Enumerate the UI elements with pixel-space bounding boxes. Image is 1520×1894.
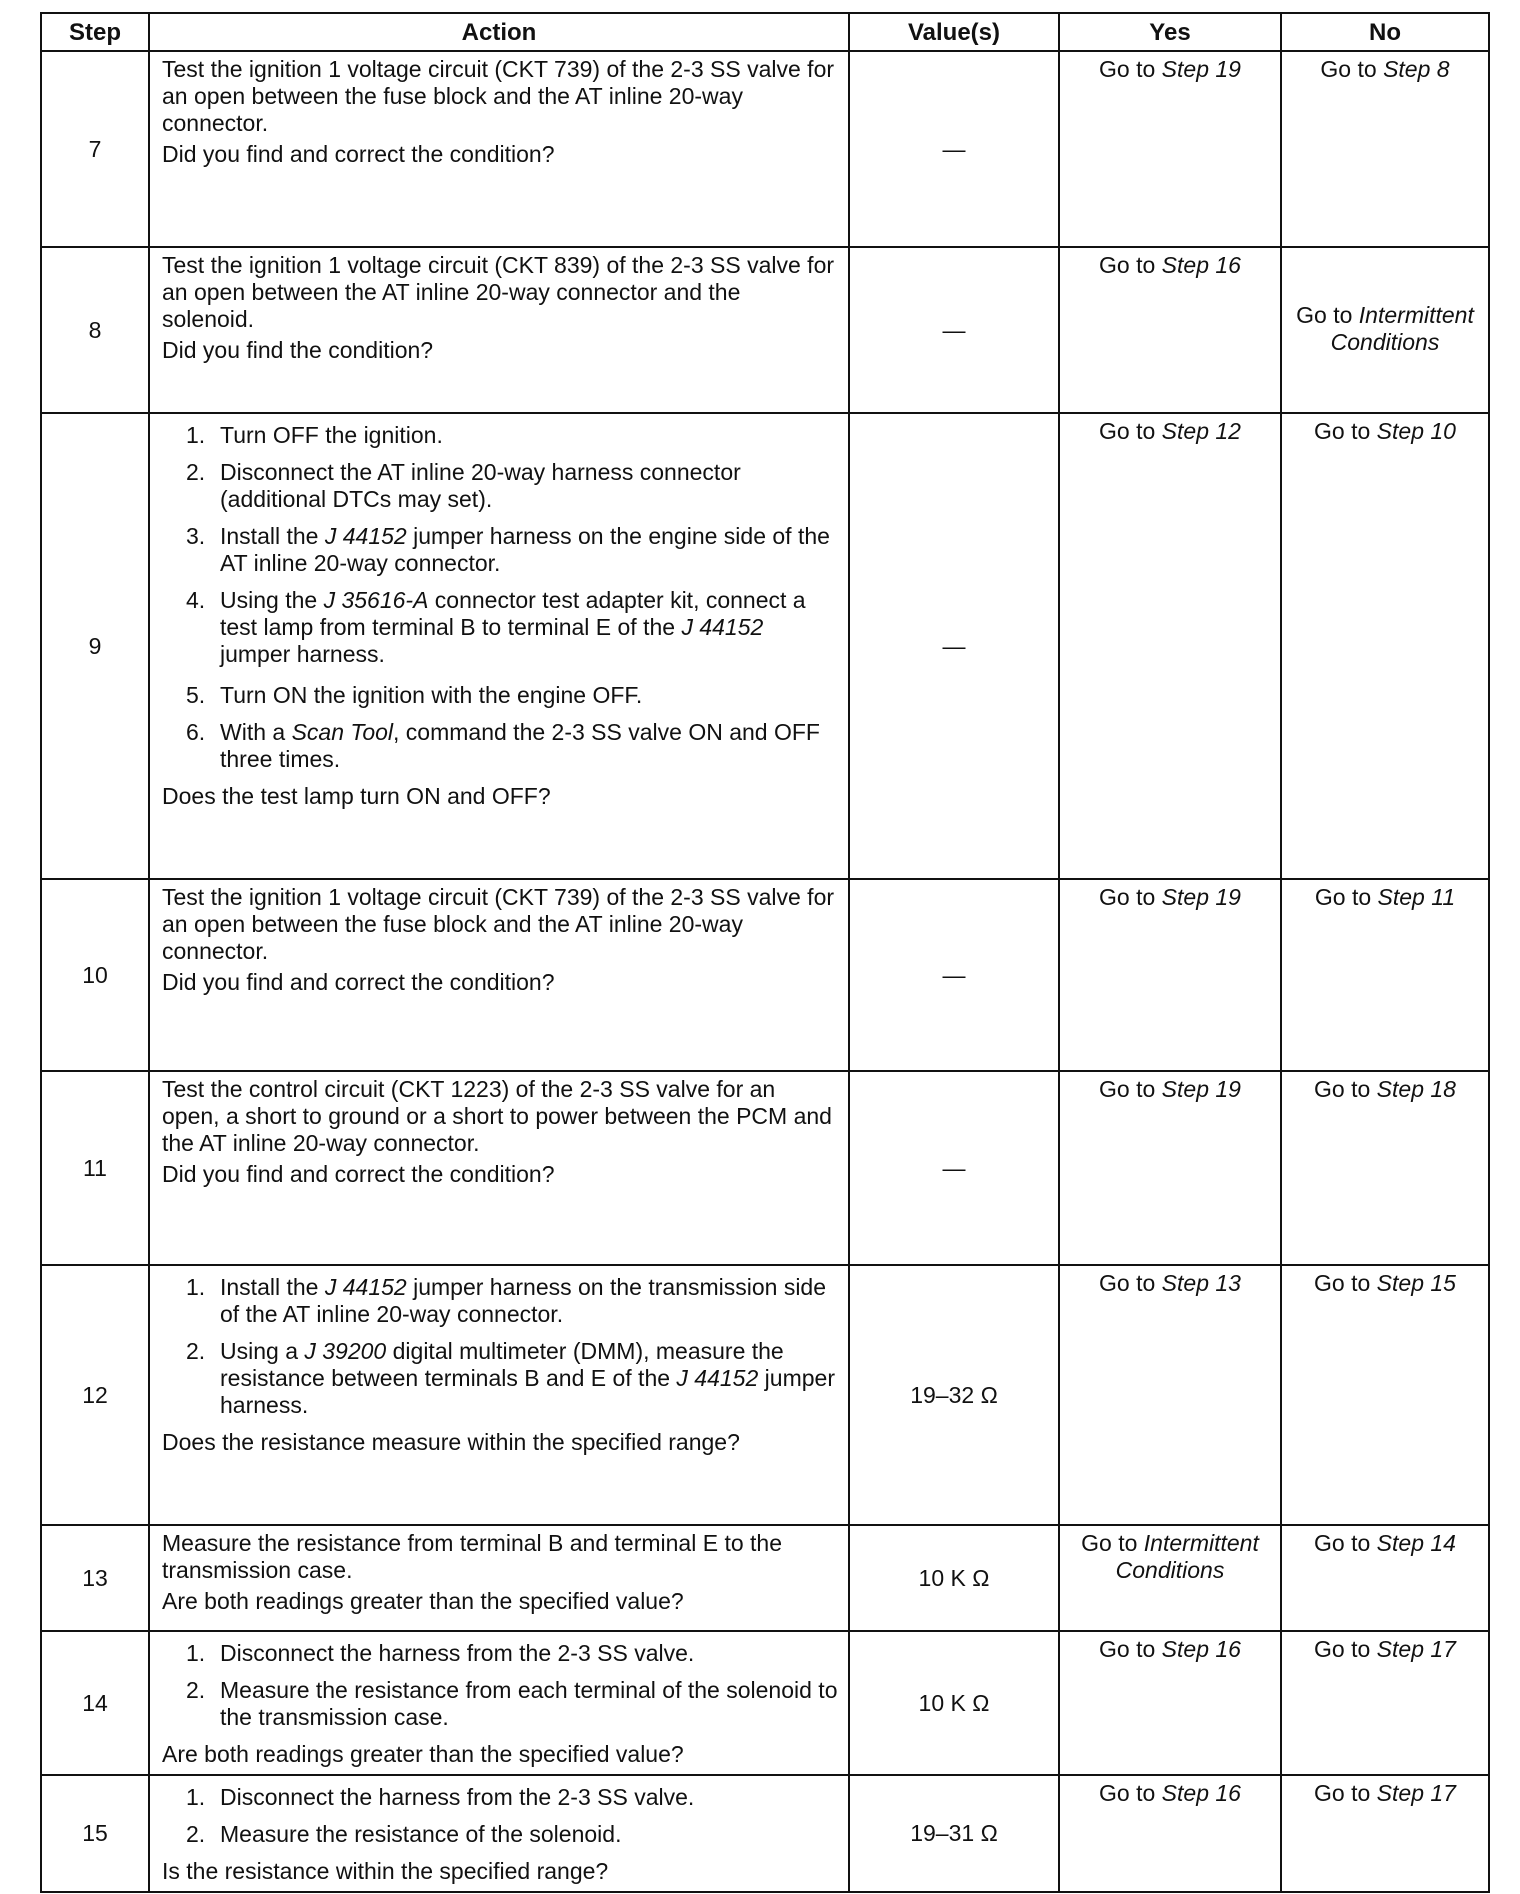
yes-cell	[1059, 1775, 1281, 1892]
item-number: 1.	[186, 1784, 206, 1810]
no-answer: Go to Step 15	[1314, 1270, 1456, 1296]
action-text: Test the ignition 1 voltage circuit (CKT 739) of the 2-3 SS valve for an open between the fuse block and the AT inline 20-way connector.	[162, 56, 835, 136]
procedure-list-a	[162, 1636, 838, 1741]
table-row-step-14	[41, 1631, 1489, 1775]
value-cell: —	[849, 413, 1059, 879]
item-number: 4.	[186, 587, 206, 613]
step-number: 15	[41, 1775, 149, 1892]
item-number: 2.	[186, 1821, 206, 1847]
step-number: 13	[41, 1525, 149, 1631]
no-answer: Go to Step 10	[1314, 418, 1456, 444]
list-item	[186, 523, 838, 577]
list-item	[186, 422, 838, 449]
action-cell	[149, 413, 849, 879]
table-row-step-13	[41, 1525, 1489, 1631]
no-cell	[1281, 1071, 1489, 1265]
step-number: 8	[41, 247, 149, 413]
diagnostic-table-page	[40, 12, 1488, 1893]
value-cell: 19–32 Ω	[849, 1265, 1059, 1525]
header-step: Step	[41, 13, 149, 51]
action-cell	[149, 1265, 849, 1525]
no-answer: Go to Step 14	[1314, 1530, 1456, 1556]
action-cell	[149, 1525, 849, 1631]
procedure-list-a	[162, 1780, 838, 1858]
action-question: Did you find and correct the condition?	[162, 969, 555, 995]
procedure-list-a	[162, 418, 838, 678]
value-cell: 10 K Ω	[849, 1525, 1059, 1631]
action-cell	[149, 1071, 849, 1265]
yes-cell	[1059, 879, 1281, 1071]
list-item	[186, 1274, 838, 1328]
action-text: Test the ignition 1 voltage circuit (CKT 839) of the 2-3 SS valve for an open between the AT inline 20-way connector and the solenoid.	[162, 252, 835, 332]
table-row-step-7	[41, 51, 1489, 247]
no-answer: Go to Step 11	[1314, 884, 1456, 910]
no-answer: Go to Step 17	[1314, 1780, 1456, 1806]
item-number: 6.	[186, 719, 206, 745]
list-item	[186, 459, 838, 513]
action-text: Test the ignition 1 voltage circuit (CKT 739) of the 2-3 SS valve for an open between the fuse block and the AT inline 20-way connector.	[162, 884, 835, 964]
item-number: 1.	[186, 1640, 206, 1666]
item-number: 2.	[186, 1677, 206, 1703]
action-question: Did you find and correct the condition?	[162, 141, 555, 167]
step-number: 12	[41, 1265, 149, 1525]
list-item	[186, 587, 838, 668]
item-text: With a Scan Tool, command the 2-3 SS valve ON and OFF three times.	[220, 719, 820, 772]
header-no: No	[1281, 13, 1489, 51]
table-row-step-11	[41, 1071, 1489, 1265]
yes-answer: Go to Step 16	[1099, 252, 1241, 278]
header-action: Action	[149, 13, 849, 51]
list-item	[186, 1640, 838, 1667]
yes-cell	[1059, 247, 1281, 413]
header-row	[41, 13, 1489, 51]
no-cell	[1281, 1631, 1489, 1775]
table-row-step-9	[41, 413, 1489, 879]
value-cell: —	[849, 51, 1059, 247]
no-cell	[1281, 1525, 1489, 1631]
step-number: 11	[41, 1071, 149, 1265]
yes-answer: Go to Step 19	[1099, 884, 1241, 910]
table-row-step-8	[41, 247, 1489, 413]
action-text: Test the control circuit (CKT 1223) of the 2-3 SS valve for an open, a short to ground or a short to power between the PCM and the AT inline 20-way connector.	[162, 1076, 832, 1156]
yes-answer: Go to Step 16	[1099, 1636, 1241, 1662]
list-item	[186, 719, 838, 773]
no-cell	[1281, 1265, 1489, 1525]
no-cell	[1281, 413, 1489, 879]
item-text: Disconnect the AT inline 20-way harness connector (additional DTCs may set).	[220, 459, 741, 512]
list-item	[186, 682, 838, 709]
no-cell	[1281, 247, 1489, 413]
item-number: 3.	[186, 523, 206, 549]
no-answer: Go to Intermittent Conditions	[1296, 302, 1474, 355]
item-text: Turn OFF the ignition.	[220, 422, 443, 448]
item-number: 2.	[186, 459, 206, 485]
item-number: 2.	[186, 1338, 206, 1364]
action-cell	[149, 1775, 849, 1892]
item-number: 1.	[186, 1274, 206, 1300]
action-question: Are both readings greater than the specified value?	[162, 1588, 684, 1614]
diagnostic-table	[40, 12, 1490, 1893]
item-text: Install the J 44152 jumper harness on the engine side of the AT inline 20-way connector.	[220, 523, 830, 576]
no-cell	[1281, 1775, 1489, 1892]
list-item	[186, 1821, 838, 1848]
yes-cell	[1059, 1525, 1281, 1631]
step-number: 7	[41, 51, 149, 247]
table-row-step-12	[41, 1265, 1489, 1525]
table-row-step-10	[41, 879, 1489, 1071]
list-item	[186, 1784, 838, 1811]
procedure-list-b	[162, 678, 838, 783]
list-item	[186, 1338, 838, 1419]
yes-answer: Go to Step 16	[1099, 1780, 1241, 1806]
no-answer: Go to Step 18	[1314, 1076, 1456, 1102]
item-text: Disconnect the harness from the 2-3 SS valve.	[220, 1640, 695, 1666]
action-cell	[149, 247, 849, 413]
yes-cell	[1059, 51, 1281, 247]
value-cell: —	[849, 247, 1059, 413]
procedure-list-a	[162, 1270, 838, 1429]
yes-answer: Go to Step 12	[1099, 418, 1241, 444]
no-cell	[1281, 51, 1489, 247]
no-answer: Go to Step 8	[1320, 56, 1450, 82]
action-question: Are both readings greater than the specified value?	[162, 1741, 684, 1767]
value-cell: —	[849, 879, 1059, 1071]
step-number: 10	[41, 879, 149, 1071]
yes-cell	[1059, 1071, 1281, 1265]
item-text: Turn ON the ignition with the engine OFF.	[220, 682, 643, 708]
step-number: 14	[41, 1631, 149, 1775]
action-text: Measure the resistance from terminal B and terminal E to the transmission case.	[162, 1530, 783, 1583]
value-cell: 10 K Ω	[849, 1631, 1059, 1775]
table-row-step-15	[41, 1775, 1489, 1892]
list-item	[186, 1677, 838, 1731]
no-cell	[1281, 879, 1489, 1071]
header-values: Value(s)	[849, 13, 1059, 51]
action-question: Is the resistance within the specified range?	[162, 1858, 609, 1884]
action-cell	[149, 879, 849, 1071]
yes-answer: Go to Step 19	[1099, 56, 1241, 82]
item-text: Disconnect the harness from the 2-3 SS valve.	[220, 1784, 695, 1810]
step-number: 9	[41, 413, 149, 879]
item-number: 1.	[186, 422, 206, 448]
action-cell	[149, 1631, 849, 1775]
item-text: Measure the resistance of the solenoid.	[220, 1821, 622, 1847]
item-text: Measure the resistance from each terminal of the solenoid to the transmission case.	[220, 1677, 838, 1730]
item-number: 5.	[186, 682, 206, 708]
item-text: Using a J 39200 digital multimeter (DMM), measure the resistance between terminals B and E of the J 44152 jumper harness.	[220, 1338, 835, 1418]
header-yes: Yes	[1059, 13, 1281, 51]
action-question: Did you find the condition?	[162, 337, 434, 363]
yes-cell	[1059, 413, 1281, 879]
value-cell: —	[849, 1071, 1059, 1265]
yes-cell	[1059, 1631, 1281, 1775]
value-cell: 19–31 Ω	[849, 1775, 1059, 1892]
yes-answer: Go to Intermittent Conditions	[1081, 1530, 1259, 1583]
action-question: Does the resistance measure within the specified range?	[162, 1429, 740, 1455]
action-question: Did you find and correct the condition?	[162, 1161, 555, 1187]
yes-answer: Go to Step 19	[1099, 1076, 1241, 1102]
item-text: Install the J 44152 jumper harness on the transmission side of the AT inline 20-way connector.	[220, 1274, 827, 1327]
action-cell	[149, 51, 849, 247]
item-text: Using the J 35616-A connector test adapter kit, connect a test lamp from terminal B to terminal E of the J 44152 jumper harness.	[220, 587, 806, 667]
action-question: Does the test lamp turn ON and OFF?	[162, 783, 551, 809]
yes-answer: Go to Step 13	[1099, 1270, 1241, 1296]
no-answer: Go to Step 17	[1314, 1636, 1456, 1662]
yes-cell	[1059, 1265, 1281, 1525]
